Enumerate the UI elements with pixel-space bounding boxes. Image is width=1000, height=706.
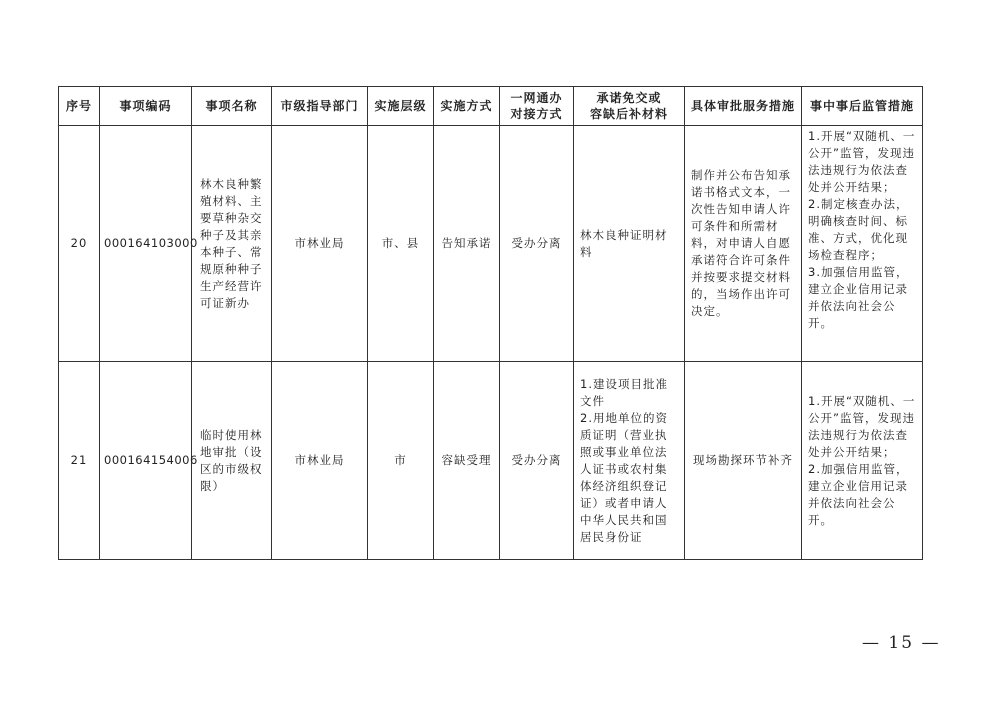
table-row: [59, 126, 923, 362]
cell-method: 容缺受理: [434, 362, 500, 560]
header-materials-line-1: 承诺免交或: [596, 91, 662, 105]
cell-dept: 市林业局: [272, 126, 368, 362]
supervision-item: 2.制定核查办法，明确核查时间、标准、方式，优化现场检查程序；: [808, 197, 909, 262]
header-name: 事项名称: [192, 87, 272, 126]
header-measures: 具体审批服务措施: [685, 87, 802, 126]
cell-dept: 市林业局: [272, 362, 368, 560]
header-online-line-2: 对接方式: [510, 107, 563, 121]
cell-online: 受办分离: [500, 362, 574, 560]
cell-supervision: [802, 126, 923, 362]
supervision-item: 1.开展“双随机、一公开”监管，发现违法违规行为依法查处并公开结果；: [808, 129, 916, 194]
supervision-item: 2.加强信用监管，建立企业信用记录并依法向社会公开。: [808, 461, 909, 527]
cell-seq: 20: [59, 126, 100, 362]
material-item: 1.建设项目批准文件: [580, 376, 668, 408]
cell-measures: 现场勘探环节补齐: [685, 362, 802, 560]
cell-level: 市、县: [368, 126, 434, 362]
cell-level: 市: [368, 362, 434, 560]
approval-items-table: [58, 86, 923, 560]
header-materials: [574, 87, 685, 126]
header-dept: 市级指导部门: [272, 87, 368, 126]
cell-name: 临时使用林地审批（设区的市级权限）: [192, 362, 272, 560]
header-row: [59, 87, 923, 126]
cell-measures: 制作并公布告知承诺书格式文本，一次性告知申请人许可条件和所需材料，对申请人自愿承诺符合许可条件并按要求提交材料的，当场作出许可决定。: [685, 126, 802, 362]
cell-name: 林木良种繁殖材料、主要草种杂交种子及其亲本种子、常规原种种子生产经营许可证新办: [192, 126, 272, 362]
cell-method: 告知承诺: [434, 126, 500, 362]
cell-code: 000164154006: [100, 362, 192, 560]
header-online: [500, 87, 574, 126]
supervision-item: 1.开展“双随机、一公开”监管，发现违法违规行为依法查处并公开结果；: [808, 393, 916, 459]
header-materials-line-2: 容缺后补材料: [589, 107, 668, 121]
cell-seq: 21: [59, 362, 100, 560]
cell-materials: [574, 362, 685, 560]
supervision-item: 3.加强信用监管，建立企业信用记录并依法向社会公开。: [808, 265, 909, 330]
page-number: — 15 —: [862, 633, 941, 653]
header-online-line-1: 一网通办: [510, 91, 563, 105]
table-row: [59, 362, 923, 560]
cell-code: 000164103000: [100, 126, 192, 362]
header-supervision: 事中事后监管措施: [802, 87, 923, 126]
header-method: 实施方式: [434, 87, 500, 126]
material-item: 2.用地单位的资质证明（营业执照或事业单位法人证书或农村集体经济组织登记证）或者申请人中华人民共和国居民身份证: [580, 410, 668, 544]
cell-supervision: [802, 362, 923, 560]
cell-materials: 林木良种证明材料: [574, 126, 685, 362]
header-seq: 序号: [59, 87, 100, 126]
header-level: 实施层级: [368, 87, 434, 126]
cell-online: 受办分离: [500, 126, 574, 362]
header-code: 事项编码: [100, 87, 192, 126]
